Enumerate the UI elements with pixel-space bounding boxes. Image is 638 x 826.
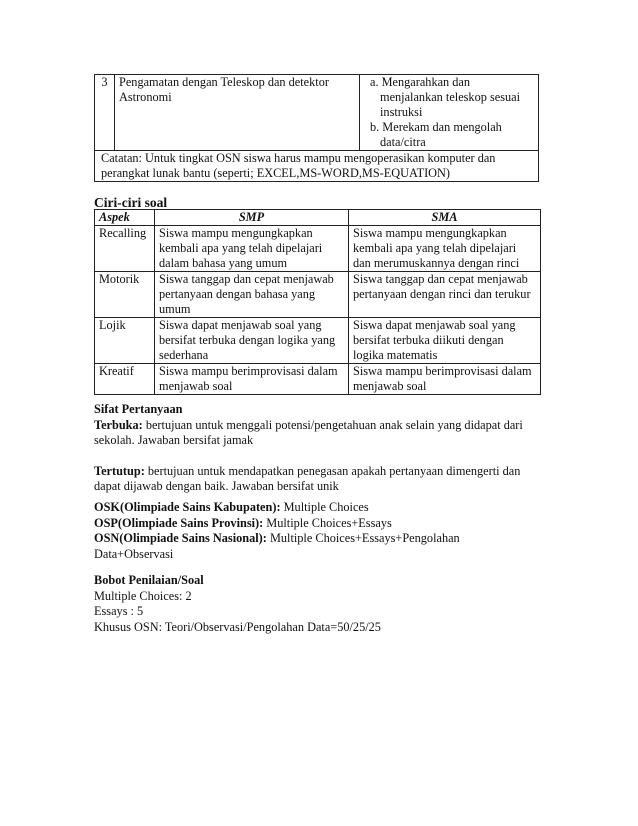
activity-table <box>94 74 539 182</box>
smp-cell: Siswa mampu mengungkapkan kembali apa yang telah dipelajari dalam bahasa yang umum <box>155 226 349 272</box>
criteria-table <box>94 209 541 395</box>
terbuka-paragraph <box>94 418 540 449</box>
bobot-line: Khusus OSN: Teori/Observasi/Pengolahan Data=50/25/25 <box>94 619 381 634</box>
osk-line <box>94 500 540 516</box>
table-row <box>95 318 541 364</box>
table-header-row <box>95 210 541 226</box>
column-header-smp: SMP <box>155 210 349 226</box>
terbuka-label: Terbuka: <box>94 417 143 432</box>
section-title: Bobot Penilaian/Soal <box>94 573 204 587</box>
aspek-cell: Lojik <box>95 318 155 364</box>
column-header-aspek: Aspek <box>95 210 155 226</box>
aspek-cell: Motorik <box>95 272 155 318</box>
osk-text: Multiple Choices <box>280 500 369 514</box>
smp-cell: Siswa dapat menjawab soal yang bersifat terbuka dengan logika yang sederhana <box>155 318 349 364</box>
aspek-cell: Recalling <box>95 226 155 272</box>
column-header-sma: SMA <box>349 210 541 226</box>
terbuka-text: bertujuan untuk menggali potensi/pengetahuan anak selain yang didapat dari sekolah. Jawaban bersifat jamak <box>94 417 523 447</box>
list-item: instruksi <box>380 105 423 119</box>
table-row <box>95 364 541 395</box>
bobot-line: Multiple Choices: 2 <box>94 588 192 603</box>
list-item: data/citra <box>380 135 426 149</box>
table-row <box>95 75 539 151</box>
osn-label: OSN(Olimpiade Sains Nasional): <box>94 531 267 545</box>
sma-cell: Siswa dapat menjawab soal yang bersifat terbuka diikuti dengan logika matematis <box>349 318 541 364</box>
section-title: Sifat Pertanyaan <box>94 402 183 416</box>
row-number: 3 <box>95 75 115 151</box>
aspek-cell: Kreatif <box>95 364 155 395</box>
list-item: menjalankan teleskop sesuai <box>380 90 521 104</box>
table-row <box>95 226 541 272</box>
activity-cell: Pengamatan dengan Teleskop dan detektor Astronomi <box>115 75 360 151</box>
sma-cell: Siswa mampu mengungkapkan kembali apa yang telah dipelajari dan merumuskannya dengan rinci <box>349 226 541 272</box>
sma-cell: Siswa mampu berimprovisasi dalam menjawab soal <box>349 364 541 395</box>
smp-cell: Siswa mampu berimprovisasi dalam menjawab soal <box>155 364 349 395</box>
list-item: a. Mengarahkan dan <box>370 75 471 89</box>
items-cell <box>360 75 539 151</box>
table-row <box>95 272 541 318</box>
note-cell: Catatan: Untuk tingkat OSN siswa harus mampu mengoperasikan komputer dan perangkat lunak bantu (seperti; EXCEL,MS-WORD,MS-EQUATION) <box>95 151 539 182</box>
sifat-section <box>94 402 540 495</box>
osp-label: OSP(Olimpiade Sains Provinsi): <box>94 515 264 530</box>
list-item: b. Merekam dan mengolah <box>370 120 502 134</box>
olimpiade-section <box>94 500 540 562</box>
osp-line <box>94 516 540 532</box>
table-row <box>95 151 539 182</box>
osp-text: Multiple Choices+Essays <box>263 515 392 530</box>
sma-cell: Siswa tanggap dan cepat menjawab pertanyaan dengan rinci dan terukur <box>349 272 541 318</box>
smp-cell: Siswa tanggap dan cepat menjawab pertanyaan dengan bahasa yang umum <box>155 272 349 318</box>
tertutup-paragraph <box>94 464 540 495</box>
osk-label: OSK(Olimpiade Sains Kabupaten): <box>94 500 281 514</box>
bobot-section <box>94 573 540 635</box>
tertutup-text: bertujuan untuk mendapatkan penegasan apakah pertanyaan dimengerti dan dapat dijawab dengan baik. Jawaban bersifat unik <box>94 463 521 493</box>
tertutup-label: Tertutup: <box>94 463 145 478</box>
section-title: Ciri-ciri soal <box>94 195 168 210</box>
bobot-line: Essays : 5 <box>94 604 144 618</box>
osn-text: Multiple Choices+Essays+Pengolahan Data+Observasi <box>94 531 460 561</box>
osn-line <box>94 531 540 562</box>
